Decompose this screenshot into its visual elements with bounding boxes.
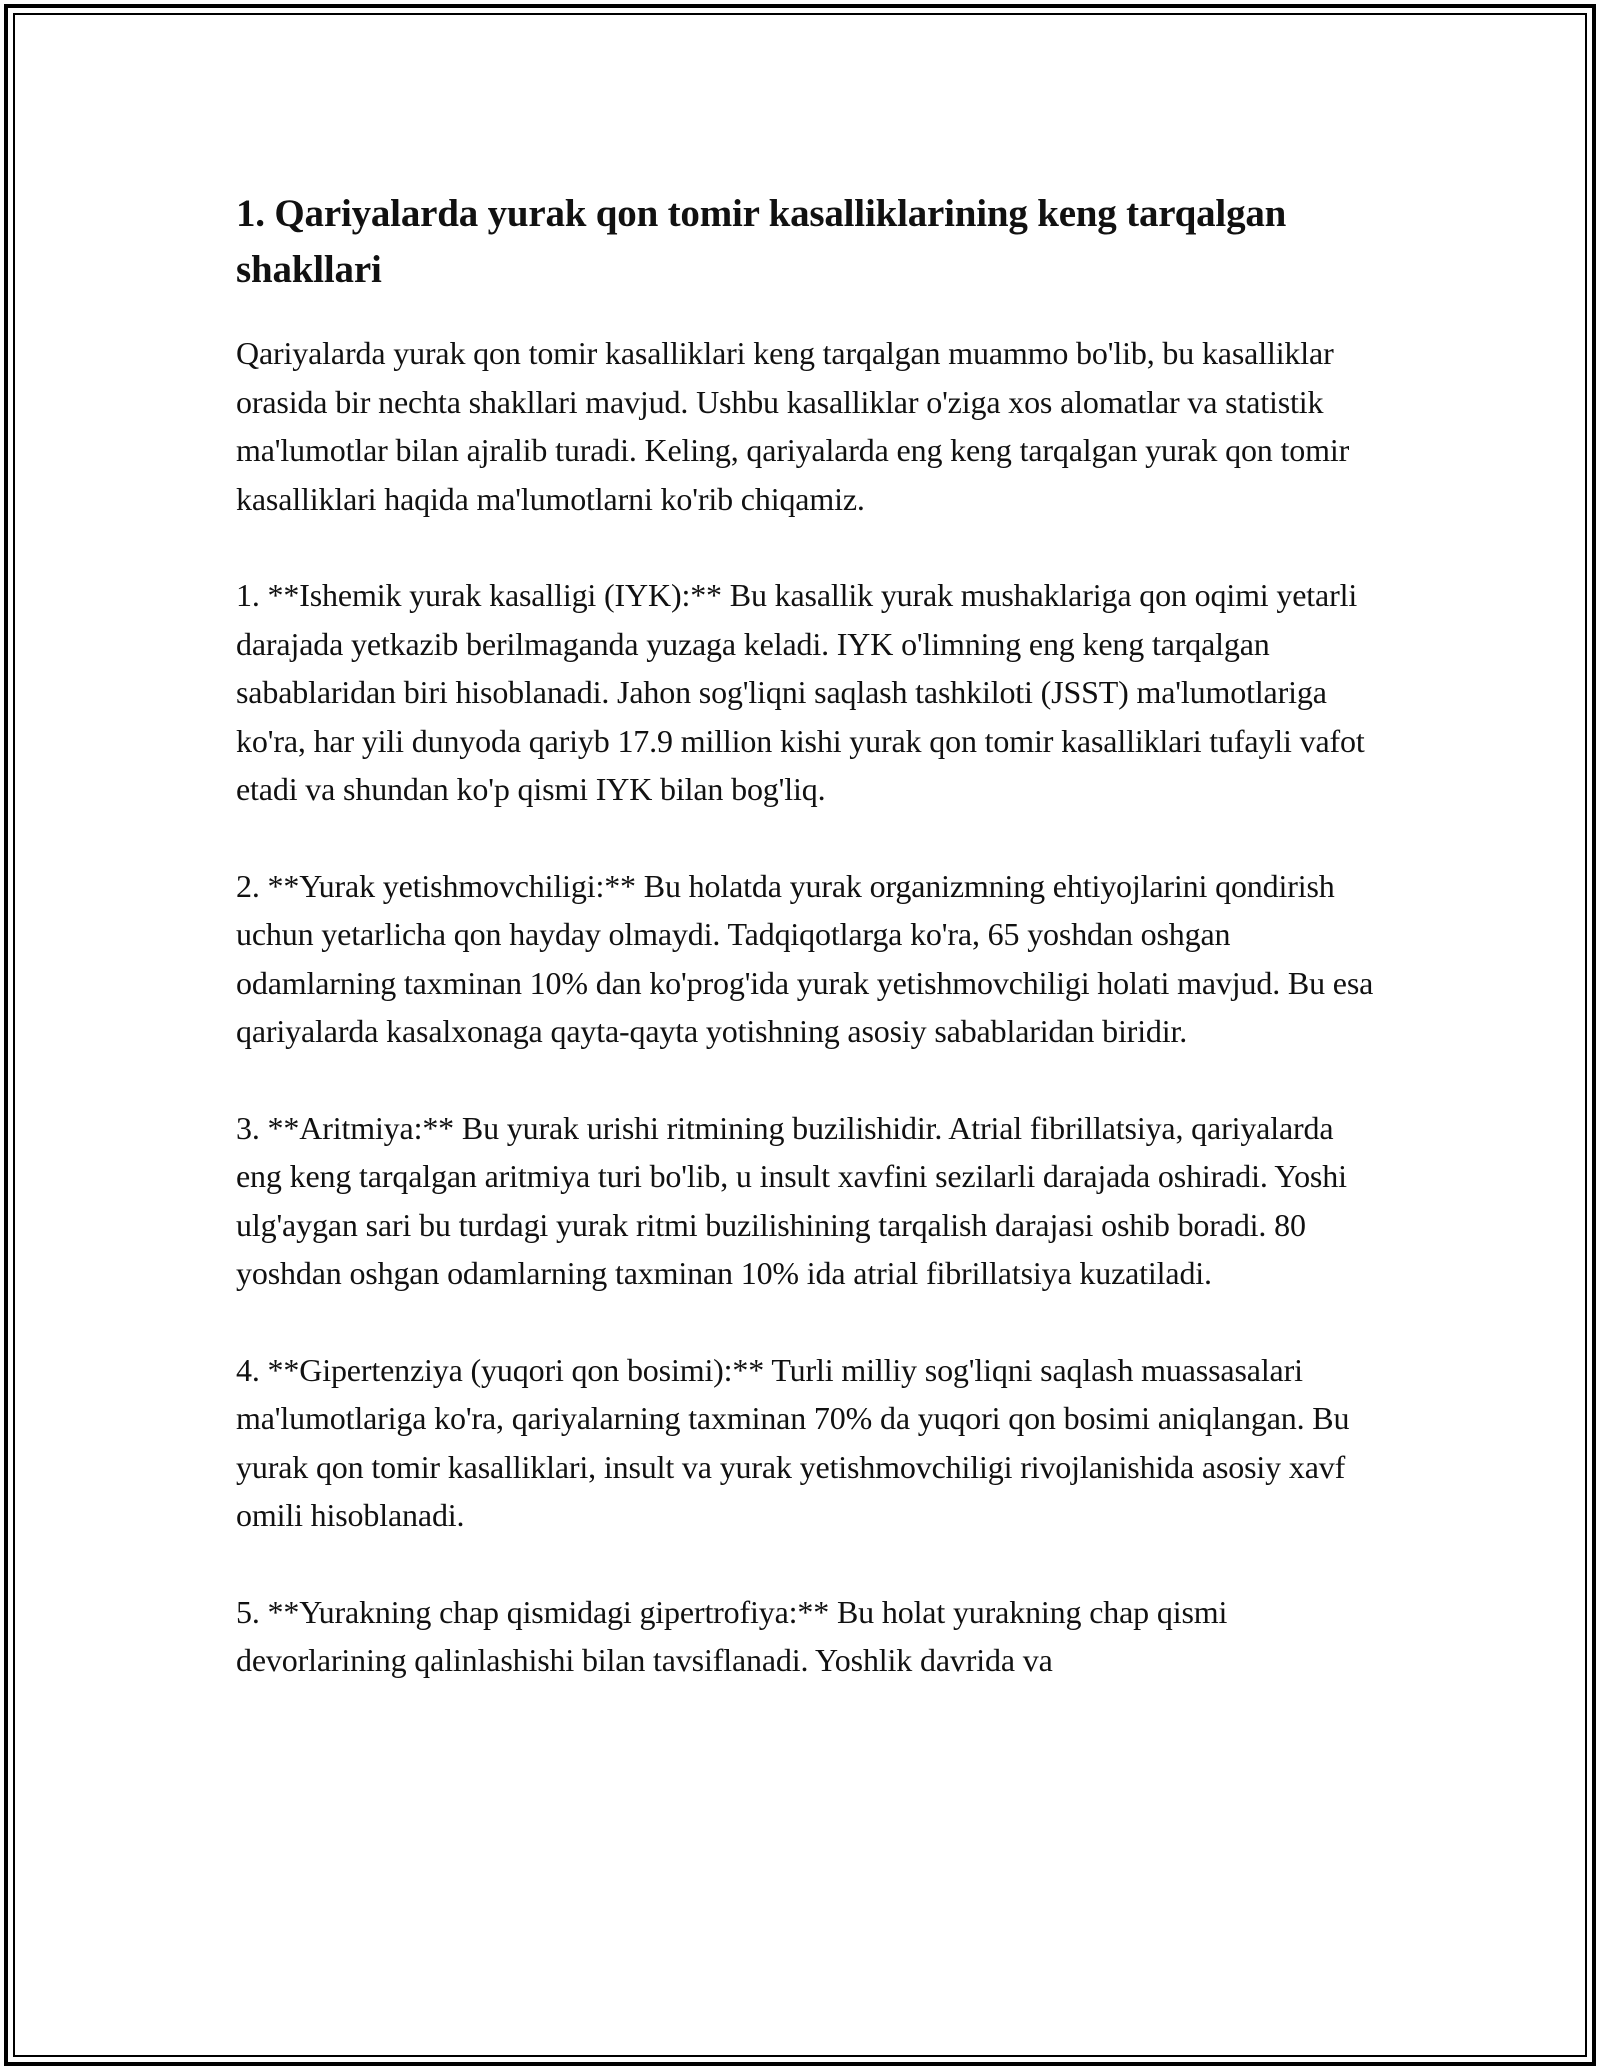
- item-heart-failure: 2. **Yurak yetishmovchiligi:** Bu holatda yurak organizmning ehtiyojlarini qondirish uchun yetarlicha qon hayday olmaydi. Tadqiqotlarga ko'ra, 65 yoshdan oshgan odamlarning taxminan 10% dan ko'prog'ida yurak yetishmovchiligi holati mavjud. Bu esa qariyalarda kasalxonaga qayta-qayta yotishning asosiy sabablaridan biridir.: [236, 867, 1374, 1049]
- item-hypertension: 4. **Gipertenziya (yuqori qon bosimi):** Turli milliy sog'liqni saqlash muassasalari ma'lumotlariga ko'ra, qariyalarning taxminan 70% da yuqori qon bosimi aniqlangan. Bu yurak qon tomir kasalliklari, insult va yurak yetishmovchiligi rivojlanishida asosiy xavf omili hisoblanadi.: [236, 1351, 1350, 1533]
- item-arrhythmia: 3. **Aritmiya:** Bu yurak urishi ritmining buzilishidir. Atrial fibrillatsiya, qariyalarda eng keng tarqalgan aritmiya turi bo'lib, u insult xavfini sezilarli darajada oshiradi. Yoshi ulg'aygan sari bu turdagi yurak ritmi buzilishining tarqalish darajasi oshib boradi. 80 yoshdan oshgan odamlarning taxminan 10% ida atrial fibrillatsiya kuzatiladi.: [236, 1109, 1347, 1291]
- document-body: [236, 186, 1376, 1733]
- document-title: 1. Qariyalarda yurak qon tomir kasalliklarining keng tarqalgan shakllari: [236, 192, 1287, 291]
- item-ischemic-heart-disease: 1. **Ishemik yurak kasalligi (IYK):** Bu kasallik yurak mushaklariga qon oqimi yetarli darajada yetkazib berilmaganda yuzaga keladi. IYK o'limning eng keng tarqalgan sabablaridan biri hisoblanadi. Jahon sog'liqni saqlash tashkiloti (JSST) ma'lumotlariga ko'ra, har yili dunyoda qariyb 17.9 million kishi yurak qon tomir kasalliklari tufayli vafot etadi va shundan ko'p qismi IYK bilan bog'liq.: [236, 577, 1365, 807]
- item-left-ventricular-hypertrophy: 5. **Yurakning chap qismidagi gipertrofiya:** Bu holat yurakning chap qismi devorlarining qalinlashishi bilan tavsiflanadi. Yoshlik davrida va: [236, 1593, 1228, 1678]
- intro-paragraph: Qariyalarda yurak qon tomir kasalliklari keng tarqalgan muammo bo'lib, bu kasalliklar orasida bir nechta shakllari mavjud. Ushbu kasalliklar o'ziga xos alomatlar va statistik ma'lumotlar bilan ajralib turadi. Keling, qariyalarda eng keng tarqalgan yurak qon tomir kasalliklari haqida ma'lumotlarni ko'rib chiqamiz.: [236, 335, 1350, 517]
